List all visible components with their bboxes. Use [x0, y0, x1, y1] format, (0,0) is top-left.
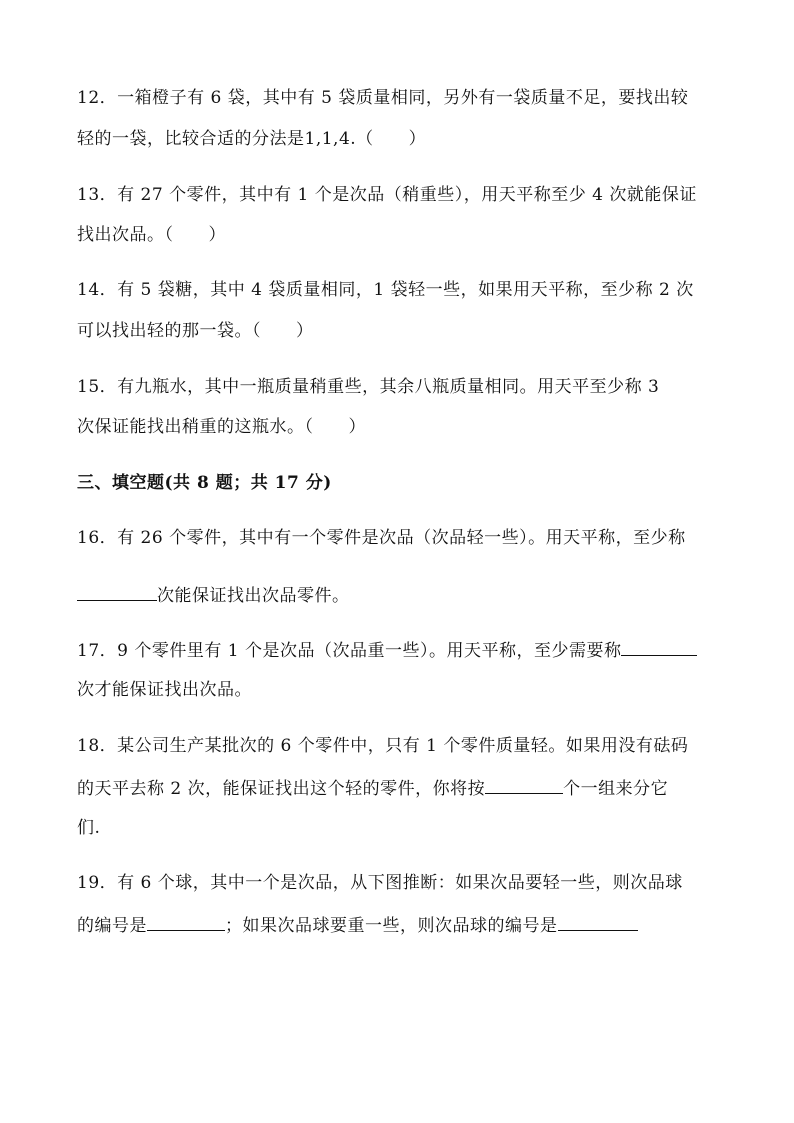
answer-blank[interactable]	[77, 582, 157, 601]
answer-blank[interactable]	[621, 637, 697, 656]
question-16-line-1: 16．有 26 个零件，其中有一个零件是次品（次品轻一些）。用天平称，至少称	[77, 528, 686, 548]
question-17-line-1	[77, 637, 697, 663]
question-16-line-2	[77, 582, 350, 608]
question-19-line-2-text-a: 的编号是	[77, 916, 147, 936]
question-18-line-3: 们.	[77, 818, 101, 838]
question-19-line-2-text-b: ；如果次品球要重一些，则次品球的编号是	[225, 916, 558, 936]
question-18-line-1: 18．某公司生产某批次的 6 个零件中，只有 1 个零件质量轻。如果用没有砝码	[77, 736, 689, 756]
answer-blank[interactable]	[147, 912, 225, 931]
question-12-line-1: 12．一箱橙子有 6 袋，其中有 5 袋质量相同，另外有一袋质量不足，要找出较	[77, 88, 689, 108]
answer-blank[interactable]	[485, 775, 563, 794]
question-14-line-2: 可以找出轻的那一袋。（ ）	[77, 321, 314, 341]
question-18-line-2-text-a: 的天平去称 2 次，能保证找出这个轻的零件，你将按	[77, 779, 486, 799]
question-16-line-2-text: 次能保证找出次品零件。	[157, 586, 350, 606]
question-17-line-1-text: 17．9 个零件里有 1 个是次品（次品重一些）。用天平称，至少需要称	[77, 641, 622, 661]
question-12-line-2: 轻的一袋，比较合适的分法是1,1,4.（ ）	[77, 129, 427, 149]
question-17-line-2: 次才能保证找出次品。	[77, 680, 252, 700]
section-3-heading: 三、填空题(共 8 题；共 17 分)	[77, 473, 332, 493]
question-13-line-1: 13．有 27 个零件，其中有 1 个是次品（稍重些），用天平称至少 4 次就能保证	[77, 185, 697, 205]
question-15-line-2: 次保证能找出稍重的这瓶水。（ ）	[77, 417, 366, 437]
question-15-line-1: 15．有九瓶水，其中一瓶质量稍重些，其余八瓶质量相同。用天平至少称 3	[77, 377, 660, 397]
question-13-line-2: 找出次品。（ ）	[77, 225, 226, 245]
question-18-line-2	[77, 775, 668, 801]
answer-blank[interactable]	[558, 912, 638, 931]
question-19-line-2	[77, 912, 638, 938]
question-19-line-1: 19．有 6 个球，其中一个是次品，从下图推断：如果次品要轻一些，则次品球	[77, 873, 683, 893]
question-14-line-1: 14．有 5 袋糖，其中 4 袋质量相同，1 袋轻一些，如果用天平称，至少称 2 次	[77, 280, 694, 300]
question-18-line-2-text-b: 个一组来分它	[563, 779, 669, 799]
